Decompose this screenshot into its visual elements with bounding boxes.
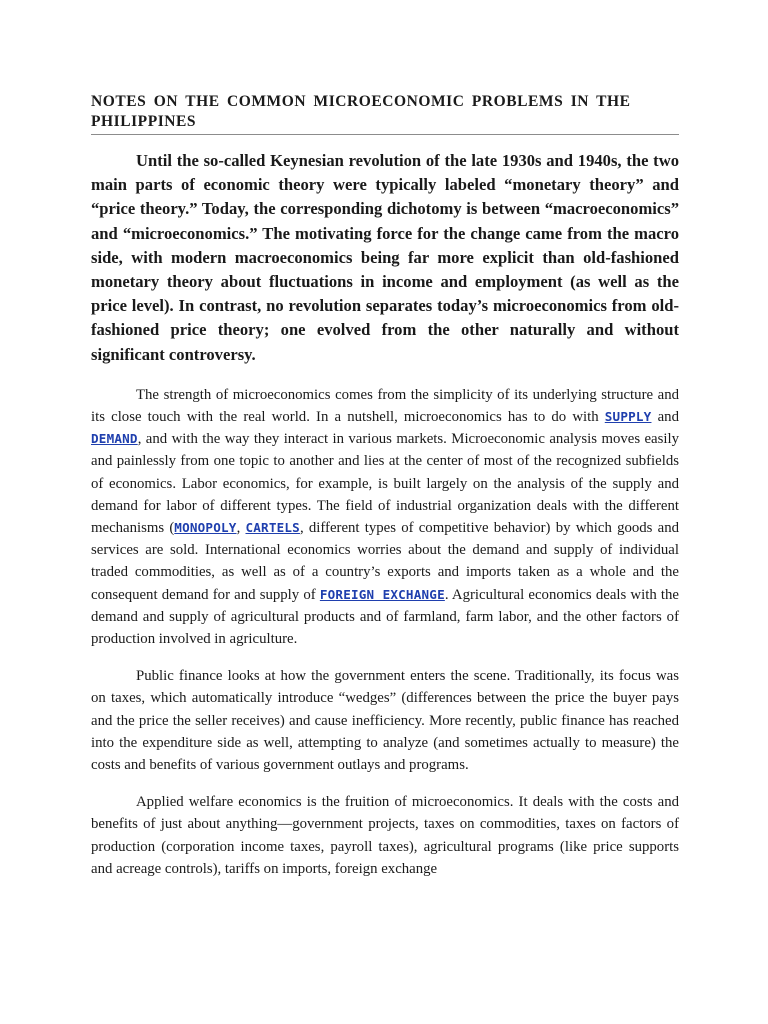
paragraph-text: , and with the way they interact in various markets. Microeconomic analysis moves easily and painlessly from one topic to another and lies at the center of most of the recognized subfields of economics. Labor economics, for example, is built largely on the analysis of the supply and demand for labor of different types. The field of industrial organization deals with the different mechanisms ( <box>91 431 679 537</box>
paragraph-text: and <box>651 409 679 426</box>
supply-link[interactable]: SUPPLY <box>604 409 652 425</box>
page-title: NOTES ON THE COMMON MICROECONOMIC PROBLEMS IN THE PHILIPPINES <box>91 92 679 135</box>
paragraph-microeconomics-strength <box>91 384 679 650</box>
paragraph-applied-welfare: Applied welfare economics is the fruition of microeconomics. It deals with the costs and benefits of just about anything—government projects, taxes on commodities, taxes on factors of production (corporation income taxes, payroll taxes), agricultural programs (like price supports and acreage controls), tariffs on imports, foreign exchange <box>91 794 679 877</box>
paragraph-text: The strength of microeconomics comes from the simplicity of its underlying structure and its close touch with the real world. In a nutshell, microeconomics has to do with <box>91 386 679 426</box>
paragraph-text: . Agricultural economics deals with the demand and supply of agricultural products and of farmland, farm labor, and the other factors of production involved in agriculture. <box>91 586 679 648</box>
demand-link[interactable]: DEMAND <box>91 431 138 447</box>
paragraph-text: , <box>236 520 246 537</box>
cartels-link[interactable]: CARTELS <box>245 520 300 536</box>
paragraph-text: , different types of competitive behavior) by which goods and services are sold. International economics worries about the demand and supply of individual traded commodities, as well as of a country’s exports and imports taken as a whole and the consequent demand for and supply of <box>91 520 680 603</box>
paragraph-public-finance: Public finance looks at how the government enters the scene. Traditionally, its focus was on taxes, which automatically introduce “wedges” (differences between the price the buyer pays and the price the seller receives) and cause inefficiency. More recently, public finance has reached into the expenditure side as well, attempting to analyze (and sometimes actually to measure) the costs and benefits of various government outlays and programs. <box>91 668 679 774</box>
lead-paragraph: Until the so-called Keynesian revolution of the late 1930s and 1940s, the two main parts of economic theory were typically labeled “monetary theory” and “price theory.” Today, the corresponding dichotomy is between “macroeconomics” and “microeconomics.” The motivating force for the change came from the macro side, with modern macroeconomics being far more explicit than old-fashioned monetary theory about fluctuations in income and employment (as well as the price level). In contrast, no revolution separates today’s microeconomics from old-fashioned price theory; one evolved from the other naturally and without significant controversy. <box>91 151 679 364</box>
foreign-exchange-link[interactable]: FOREIGN EXCHANGE <box>319 586 445 602</box>
monopoly-link[interactable]: MONOPOLY <box>174 520 237 536</box>
